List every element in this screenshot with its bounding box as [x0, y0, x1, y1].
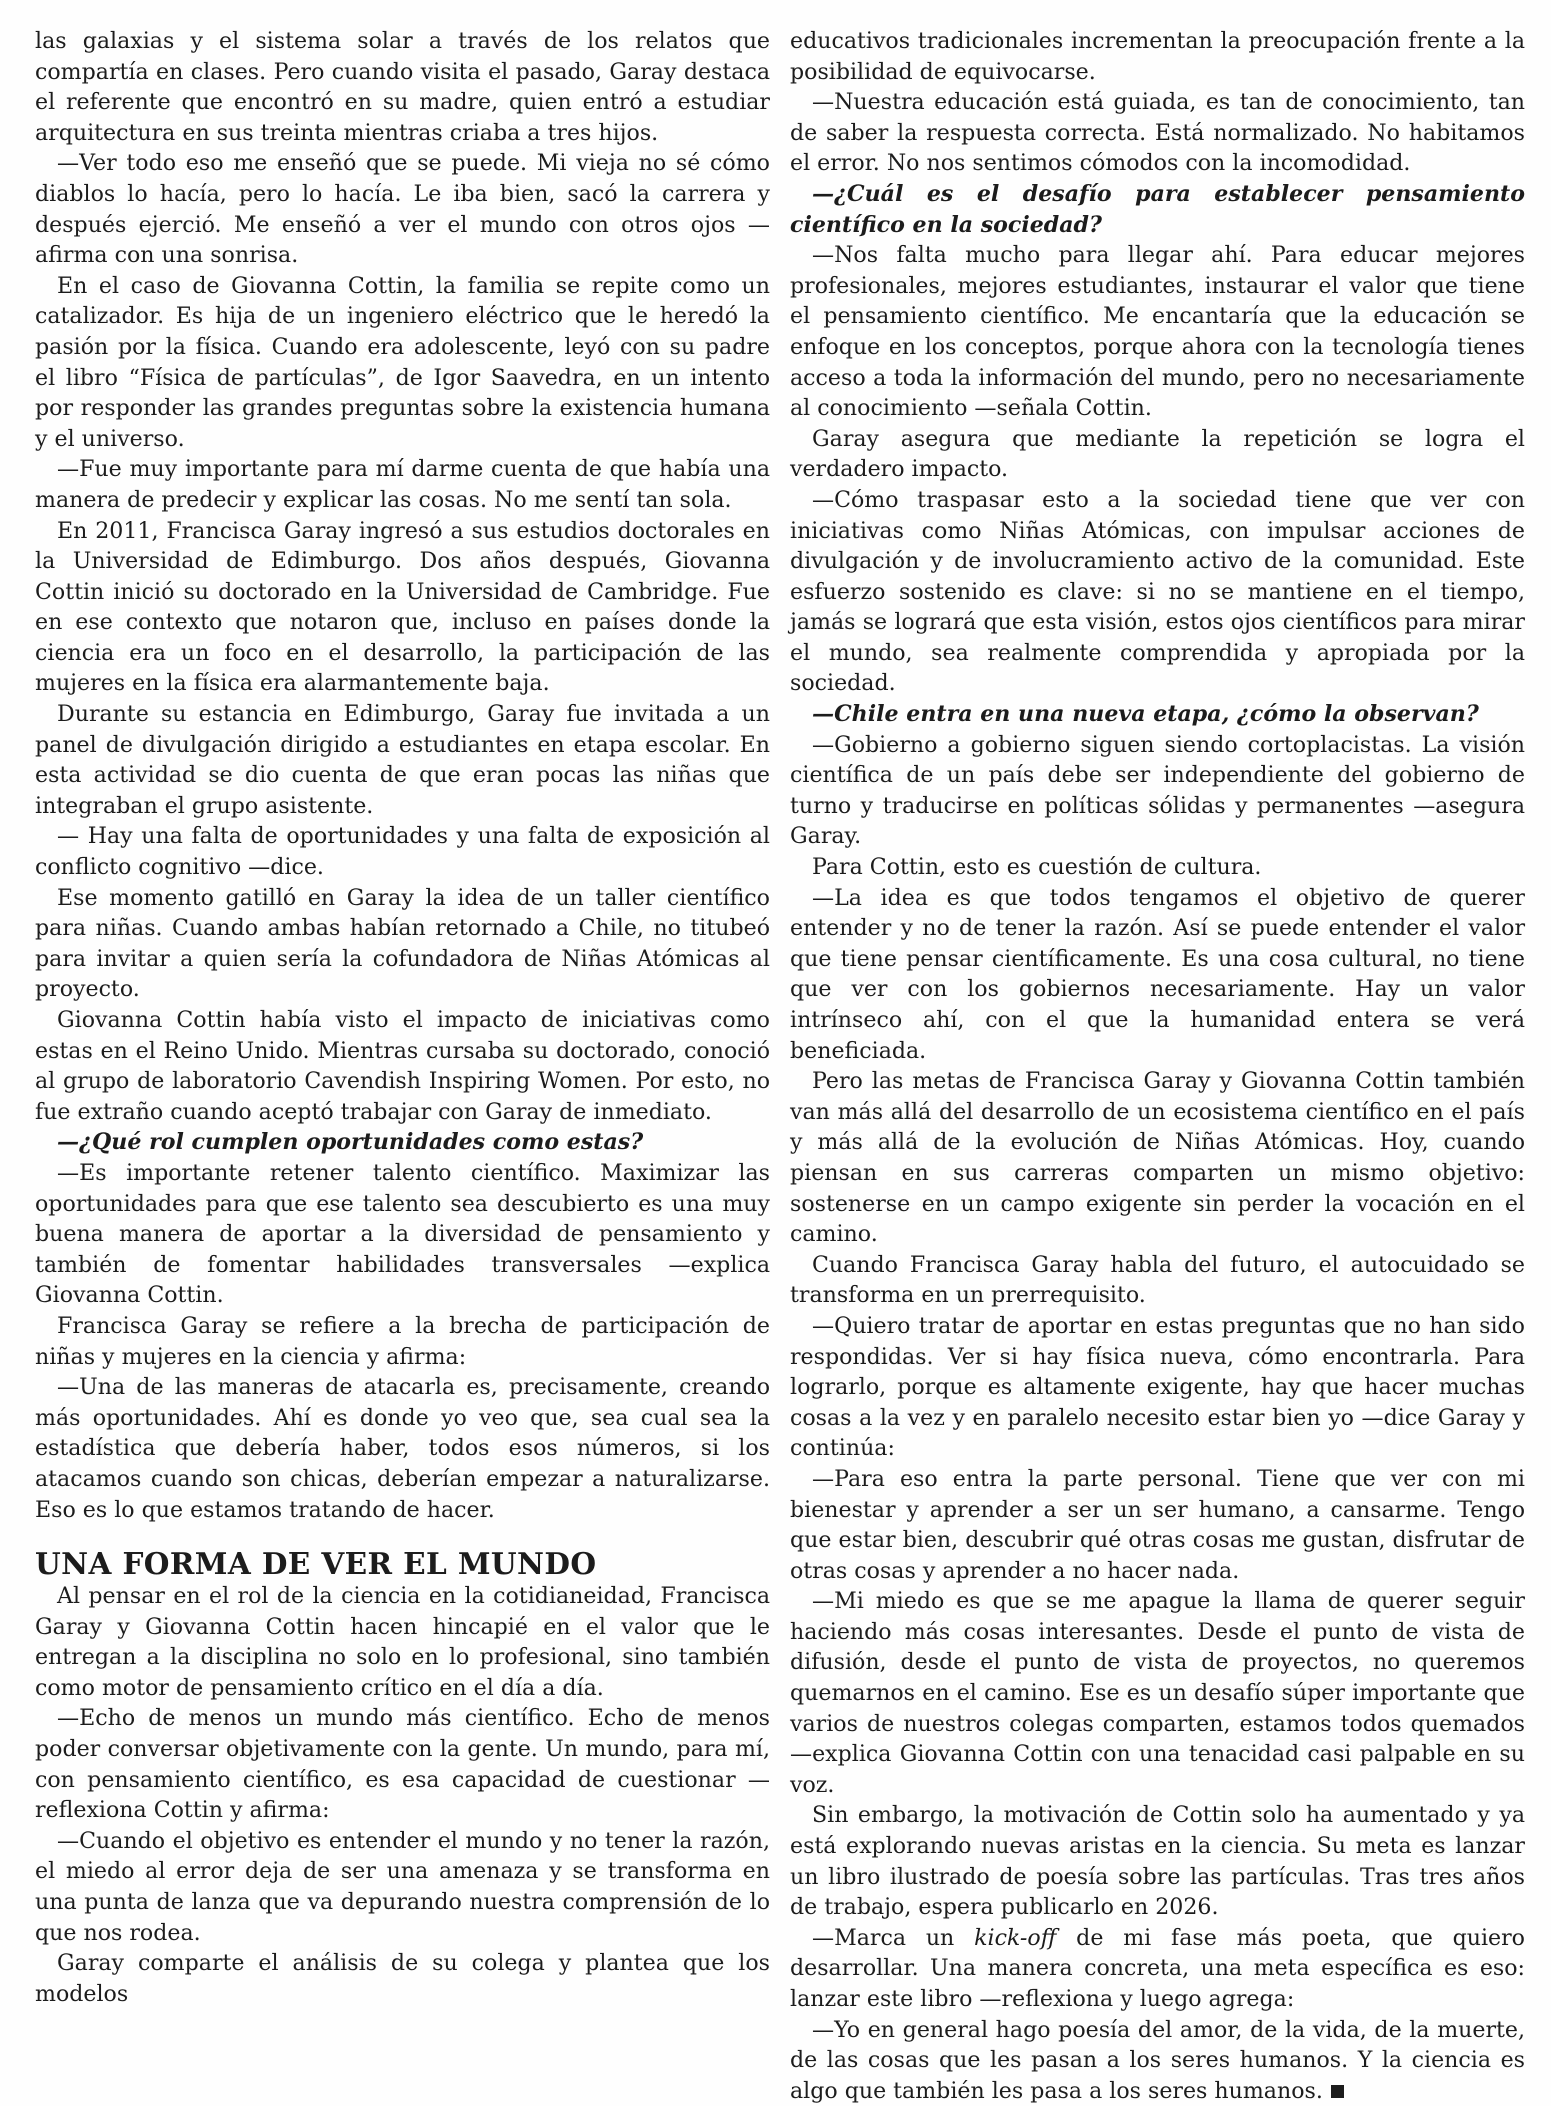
paragraph: —La idea es que todos tengamos el objetivo de querer entender y no de tener la razón. Así se puede entender el valor que tiene pensar científicamente. Es una cosa cultural, no tiene que ver con los gobiernos necesariamente. Hay un valor intrínseco ahí, con el que la humanidad entera se verá beneficiada. [790, 884, 1525, 1064]
kickoff-italic: kick-off [974, 1924, 1057, 1951]
paragraph: educativos tradicionales incrementan la preocupación frente a la posibilidad de equivocarse. [790, 28, 1525, 85]
interview-question: —¿Cuál es el desafío para establecer pensamiento científico en la sociedad? [790, 180, 1525, 238]
paragraph: Giovanna Cottin había visto el impacto de iniciativas como estas en el Reino Unido. Mientras cursaba su doctorado, conoció al grupo de laboratorio Cavendish Inspiring Women. Por esto, no fue extraño cuando aceptó trabajar con Garay de inmediato. [35, 1007, 770, 1125]
paragraph: —Una de las maneras de atacarla es, precisamente, creando más oportunidades. Ahí es donde yo veo que, sea cual sea la estadística que debería haber, todos esos números, si los atacamos cuando son chicas, deberían empezar a naturalizarse. Eso es lo que estamos tratando de hacer. [35, 1374, 770, 1523]
left-column [35, 26, 770, 2009]
paragraph: Durante su estancia en Edimburgo, Garay fue invitada a un panel de divulgación dirigido a estudiantes en etapa escolar. En esta actividad se dio cuenta de que eran pocas las niñas que integraban el grupo asistente. [35, 701, 770, 819]
paragraph: —Nuestra educación está guiada, es tan de conocimiento, tan de saber la respuesta correcta. Está normalizado. No habitamos el error. No nos sentimos cómodos con la incomodidad. [790, 89, 1525, 177]
paragraph: En 2011, Francisca Garay ingresó a sus estudios doctorales en la Universidad de Edimburgo. Dos años después, Giovanna Cottin inició su doctorado en la Universidad de Cambridge. Fue en ese contexto que notaron que, incluso en países donde la ciencia era un foco en el desarrollo, la participación de las mujeres en la física era alarmantemente baja. [35, 517, 770, 697]
kickoff-after: de mi fase más poeta, que quiero desarrollar. Una manera concreta, una meta específica es eso: lanzar este libro —reflexiona y luego agrega: [790, 1924, 1525, 2012]
paragraph: —Echo de menos un mundo más científico. Echo de menos poder conversar objetivamente con la gente. Un mundo, para mí, con pensamiento científico, es esa capacidad de cuestionar —reflexiona Cottin y afirma: [35, 1705, 770, 1824]
paragraph: —Mi miedo es que se me apague la llama de querer seguir haciendo más cosas interesantes. Desde el punto de vista de difusión, desde el punto de vista de proyectos, no queremos quemarnos en el camino. Ese es un desafío súper importante que varios de nuestros colegas comparten, estamos todos quemados —explica Giovanna Cottin con una tenacidad casi palpable en su voz. [790, 1588, 1525, 1798]
paragraph: —Cómo traspasar esto a la sociedad tiene que ver con iniciativas como Niñas Atómicas, con impulsar acciones de divulgación y de involucramiento activo de la comunidad. Este esfuerzo sostenido es clave: si no se mantiene en el tiempo, jamás se logrará que esta visión, estos ojos científicos para mirar el mundo, sea realmente comprendida y apropiada por la sociedad. [790, 486, 1525, 697]
paragraph: —Es importante retener talento científico. Maximizar las oportunidades para que ese talento sea descubierto es una muy buena manera de aportar a la diversidad de pensamiento y también de fomentar habilidades transversales —explica Giovanna Cottin. [35, 1159, 770, 1309]
paragraph: Garay comparte el análisis de su colega y plantea que los modelos [35, 1950, 770, 2007]
kickoff-paragraph [790, 1923, 1525, 2015]
paragraph: —Gobierno a gobierno siguen siendo cortoplacistas. La visión científica de un país debe ser independiente del gobierno de turno y traducirse en políticas sólidas y permanentes —asegura Garay. [790, 731, 1525, 850]
closing-paragraph [790, 2015, 1525, 2106]
paragraph: En el caso de Giovanna Cottin, la familia se repite como un catalizador. Es hija de un ingeniero eléctrico que le heredó la pasión por la física. Cuando era adolescente, leyó con su padre el libro “Física de partículas”, de Igor Saavedra, en un intento por responder las grandes preguntas sobre la existencia humana y el universo. [35, 272, 770, 452]
paragraph: Cuando Francisca Garay habla del futuro, el autocuidado se transforma en un prerrequisito. [790, 1251, 1525, 1309]
paragraph: —Para eso entra la parte personal. Tiene que ver con mi bienestar y aprender a ser un ser humano, a cansarme. Tengo que estar bien, descubrir qué otras cosas me gustan, disfrutar de otras cosas y aprender a no hacer nada. [790, 1465, 1525, 1584]
kickoff-before: —Marca un [812, 1924, 975, 1951]
paragraph: —Ver todo eso me enseñó que se puede. Mi vieja no sé cómo diablos lo hacía, pero lo hacía. Le iba bien, sacó la carrera y después ejerció. Me enseñó a ver el mundo con otros ojos —afirma con una sonrisa. [35, 150, 770, 269]
paragraph: —Fue muy importante para mí darme cuenta de que había una manera de predecir y explicar las cosas. No me sentí tan sola. [35, 456, 770, 513]
section-heading: UNA FORMA DE VER EL MUNDO [35, 1546, 597, 1582]
paragraph: Al pensar en el rol de la ciencia en la cotidianeidad, Francisca Garay y Giovanna Cottin hacen hincapié en el valor que le entregan a la disciplina no solo en lo profesional, sino también como motor de pensamiento crítico en el día a día. [35, 1583, 770, 1701]
paragraph: Sin embargo, la motivación de Cottin solo ha aumentado y ya está explorando nuevas aristas en la ciencia. Su meta es lanzar un libro ilustrado de poesía sobre las partículas. Tras tres años de trabajo, espera publicarlo en 2026. [790, 1802, 1525, 1921]
paragraph: —Quiero tratar de aportar en estas preguntas que no han sido respondidas. Ver si hay física nueva, cómo encontrarla. Para lograrlo, porque es altamente exigente, hay que hacer muchas cosas a la vez y en paralelo necesito estar bien yo —dice Garay y continúa: [790, 1312, 1525, 1462]
interview-question: —Chile entra en una nueva etapa, ¿cómo la observan? [812, 701, 1479, 728]
paragraph: Para Cottin, esto es cuestión de cultura. [812, 854, 1262, 881]
right-column [790, 26, 1525, 2106]
paragraph: — Hay una falta de oportunidades y una falta de exposición al conflicto cognitivo —dice. [35, 823, 770, 881]
paragraph: las galaxias y el sistema solar a través de los relatos que compartía en clases. Pero cuando visita el pasado, Garay destaca el referente que encontró en su madre, quien entró a estudiar arquitectura en sus treinta mientras criaba a tres hijos. [35, 28, 770, 146]
closing-text: —Yo en general hago poesía del amor, de la vida, de la muerte, de las cosas que les pasan a los seres humanos. Y la ciencia es algo que también les pasa a los seres humanos. [790, 2016, 1525, 2104]
paragraph: Pero las metas de Francisca Garay y Giovanna Cottin también van más allá del desarrollo de un ecosistema científico en el país y más allá de la evolución de Niñas Atómicas. Hoy, cuando piensan en sus carreras comparten un mismo objetivo: sostenerse en un campo exigente sin perder la vocación en el camino. [790, 1068, 1525, 1248]
paragraph: Garay asegura que mediante la repetición se logra el verdadero impacto. [790, 425, 1525, 483]
paragraph: Francisca Garay se refiere a la brecha de participación de niñas y mujeres en la ciencia y afirma: [35, 1312, 770, 1370]
paragraph: Ese momento gatilló en Garay la idea de un taller científico para niñas. Cuando ambas habían retornado a Chile, no titubeó para invitar a quien sería la cofundadora de Niñas Atómicas al proyecto. [35, 884, 770, 1003]
end-of-article-mark [1331, 2085, 1344, 2098]
paragraph: —Nos falta mucho para llegar ahí. Para educar mejores profesionales, mejores estudiantes, instaurar el valor que tiene el pensamiento científico. Me encantaría que la educación se enfoque en los conceptos, porque ahora con la tecnología tienes acceso a toda la información del mundo, pero no necesariamente al conocimiento —señala Cottin. [790, 242, 1525, 422]
paragraph: —Cuando el objetivo es entender el mundo y no tener la razón, el miedo al error deja de ser una amenaza y se transforma en una punta de lanza que va depurando nuestra comprensión de lo que nos rodea. [35, 1827, 770, 1946]
interview-question: —¿Qué rol cumplen oportunidades como estas? [57, 1129, 644, 1156]
